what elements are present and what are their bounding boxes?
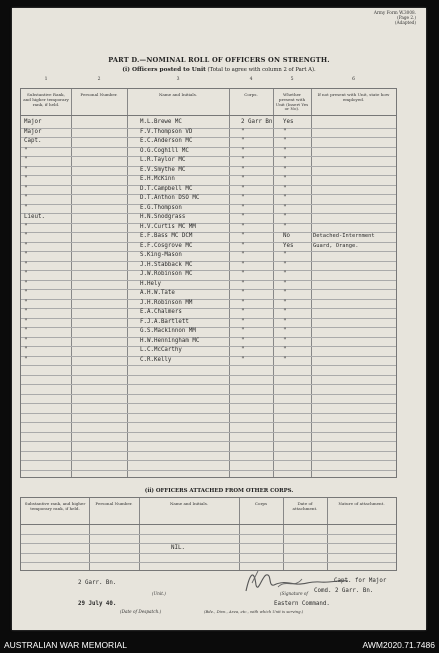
row-rule	[21, 346, 396, 347]
column-number: 3	[176, 77, 180, 82]
row-rule	[21, 194, 396, 195]
row-rule	[21, 185, 396, 186]
present-cell: "	[283, 166, 287, 173]
present-cell: "	[283, 204, 287, 211]
present-cell: "	[283, 347, 287, 353]
row-rule	[21, 327, 396, 328]
rank-cell: Major	[24, 119, 42, 125]
rank-cell: "	[24, 242, 28, 249]
rank-cell: "	[24, 271, 28, 277]
present-cell: "	[283, 337, 287, 344]
row-rule	[21, 223, 396, 224]
corps-cell: "	[241, 242, 245, 249]
rank-cell: "	[24, 233, 28, 239]
row-rule	[21, 384, 396, 385]
present-cell: "	[283, 214, 287, 220]
signature-label: (Signature of	[280, 591, 308, 596]
corps-cell: "	[241, 261, 245, 268]
corps-cell: "	[241, 271, 245, 277]
form-id: Army Form W.3008. (Page 2.) (Adapted)	[373, 10, 416, 25]
rank-cell: "	[24, 261, 28, 268]
present-cell: "	[283, 356, 287, 363]
corps-cell: "	[241, 138, 245, 144]
name-cell: L.C.McCarthy	[140, 347, 182, 353]
name-cell: O.G.Coghill MC	[140, 147, 189, 154]
name-cell: L.R.Taylor MC	[140, 157, 186, 163]
name-cell: E.A.Chalmers	[140, 309, 182, 315]
present-cell: "	[283, 290, 287, 296]
present-cell: "	[283, 261, 287, 268]
row-rule	[21, 432, 396, 433]
present-cell: "	[283, 328, 287, 334]
rank-cell: Major	[24, 128, 42, 135]
section-i-heading: (i) Officers posted to Unit (Total to agree with column 2 of Part A).	[122, 67, 316, 73]
row-rule	[21, 460, 396, 461]
rank-cell: "	[24, 356, 28, 363]
row-rule	[21, 470, 396, 471]
corps-cell: "	[241, 347, 245, 353]
accession-number: AWM2020.71.7486	[362, 640, 435, 650]
corps-cell: "	[241, 128, 245, 135]
row-rule	[21, 422, 396, 423]
column-header: Personal Number.	[95, 501, 133, 506]
rank-cell: "	[24, 347, 28, 353]
column-number: 2	[97, 77, 101, 82]
rank-cell: "	[24, 299, 28, 306]
corps-cell: "	[241, 309, 245, 315]
row-rule	[21, 175, 396, 176]
column-number: 4	[249, 77, 253, 82]
present-cell: "	[283, 309, 287, 315]
row-rule	[21, 356, 396, 357]
present-cell: "	[283, 157, 287, 163]
rank-cell: "	[24, 147, 28, 154]
column-header: Substantive rank, and higher temporary rank, if held.	[24, 501, 86, 511]
name-cell: H.N.Snodgrass	[140, 214, 186, 220]
present-cell: "	[283, 176, 287, 182]
row-rule	[21, 413, 396, 414]
signer-line2: Comd. 2 Garr. Bn.	[314, 588, 374, 594]
command-value: Eastern Command.	[274, 601, 330, 607]
rank-cell: "	[24, 318, 28, 325]
rank-cell: "	[24, 252, 28, 258]
name-cell: E.G.Thompson	[140, 204, 182, 211]
row-rule	[21, 289, 396, 290]
name-cell: J.H.Stabback MC	[140, 261, 193, 268]
rank-cell: "	[24, 195, 28, 201]
rank-cell: Lieut.	[24, 214, 45, 220]
row-rule	[21, 365, 396, 366]
row-rule	[21, 128, 396, 129]
present-cell: "	[283, 299, 287, 306]
name-cell: F.J.A.Bartlett	[140, 318, 189, 325]
row-rule	[21, 280, 396, 281]
row-rule	[21, 137, 396, 138]
name-cell: E.C.Anderson MC	[140, 138, 193, 144]
row-rule	[21, 403, 396, 404]
name-cell: J.W.Robinson MC	[140, 271, 193, 277]
section-ii-title: (ii) OFFICERS ATTACHED FROM OTHER CORPS.	[144, 488, 294, 494]
corps-cell: 2 Garr Bn	[241, 119, 273, 125]
name-cell: J.H.Robinson MM	[140, 299, 193, 306]
name-cell: G.S.Mackinnon MM	[140, 328, 196, 334]
employment-cell: Detached-Internment	[313, 233, 375, 239]
rank-cell: "	[24, 309, 28, 315]
corps-cell: "	[241, 195, 245, 201]
corps-cell: "	[241, 252, 245, 258]
unit-value: 2 Garr. Bn.	[78, 580, 117, 586]
corps-cell: "	[241, 290, 245, 296]
present-cell: "	[283, 252, 287, 258]
present-cell: "	[283, 128, 287, 135]
handwritten-signature	[238, 563, 380, 595]
corps-cell: "	[241, 214, 245, 220]
document-page	[12, 8, 426, 630]
archive-name: AUSTRALIAN WAR MEMORIAL	[4, 640, 127, 650]
name-cell: E.F.Cosgrove MC	[140, 242, 193, 249]
name-cell: C.R.Kelly	[140, 356, 172, 363]
column-header: Whether present with Unit (Insert Yes or No).	[275, 92, 309, 112]
corps-cell: "	[241, 166, 245, 173]
corps-cell: "	[241, 147, 245, 154]
row-rule	[21, 441, 396, 442]
row-rule	[21, 543, 396, 544]
attached-officers-table	[20, 497, 397, 571]
corps-cell: "	[241, 356, 245, 363]
corps-cell: "	[241, 337, 245, 344]
row-rule	[21, 270, 396, 271]
name-cell: D.T.Anthon DSO MC	[140, 195, 200, 201]
rank-cell: "	[24, 223, 28, 230]
despatch-date: 29 July 40.	[78, 601, 117, 607]
nil-entry: NIL.	[171, 545, 185, 551]
row-rule	[21, 299, 396, 300]
name-cell: M.L.Brewe MC	[140, 119, 182, 125]
row-rule	[21, 553, 396, 554]
column-number: 5	[290, 77, 294, 82]
name-cell: S.King-Mason	[140, 252, 182, 258]
row-rule	[21, 156, 396, 157]
command-label: (Bde., Divn., Area, etc., with which Unit is serving.)	[204, 609, 304, 614]
row-rule	[21, 166, 396, 167]
part-title: PART D.—NOMINAL ROLL OF OFFICERS ON STRENGTH.	[108, 56, 330, 64]
row-rule	[21, 261, 396, 262]
present-cell: "	[283, 147, 287, 154]
signer-line1: Capt. for Major	[334, 578, 387, 584]
column-number: 1	[44, 77, 48, 82]
rank-cell: "	[24, 157, 28, 163]
column-header: Corps.	[244, 92, 258, 97]
row-rule	[21, 213, 396, 214]
present-cell: "	[283, 271, 287, 277]
name-cell: H.V.Curtis MC MM	[140, 223, 196, 230]
present-cell: "	[283, 223, 287, 230]
unit-label: (Unit.)	[152, 591, 166, 596]
present-cell: "	[283, 138, 287, 144]
name-cell: D.T.Campbell MC	[140, 185, 193, 192]
row-rule	[21, 318, 396, 319]
rank-cell: "	[24, 290, 28, 296]
rank-cell: "	[24, 185, 28, 192]
corps-cell: "	[241, 176, 245, 182]
corps-cell: "	[241, 280, 245, 287]
name-cell: E.H.McKinn	[140, 176, 175, 182]
archive-caption	[0, 636, 439, 653]
corps-cell: "	[241, 185, 245, 192]
column-header: Nature of attachment.	[338, 501, 385, 506]
officers-table	[20, 77, 397, 478]
column-header: Personal Number.	[80, 92, 118, 97]
row-rule	[21, 451, 396, 452]
column-header: Name and Initials.	[169, 501, 209, 506]
present-cell: "	[283, 318, 287, 325]
column-header: Date of attachment.	[292, 501, 318, 511]
rank-cell: "	[24, 204, 28, 211]
row-rule	[21, 251, 396, 252]
column-header: Substantive Rank, and higher temporary rank, if held.	[23, 92, 69, 107]
corps-cell: "	[241, 299, 245, 306]
row-rule	[21, 147, 396, 148]
present-cell: Yes	[283, 119, 294, 125]
name-cell: H.W.Henningham MC	[140, 337, 200, 344]
name-cell: H.Hely	[140, 280, 161, 287]
corps-cell: "	[241, 328, 245, 334]
corps-cell: "	[241, 157, 245, 163]
rank-cell: Capt.	[24, 138, 42, 144]
present-cell: "	[283, 280, 287, 287]
corps-cell: "	[241, 318, 245, 325]
rank-cell: "	[24, 166, 28, 173]
present-cell: "	[283, 185, 287, 192]
present-cell: Yes	[283, 242, 294, 249]
name-cell: F.V.Thompson VD	[140, 128, 193, 135]
header-rule	[21, 524, 396, 525]
column-number: 6	[352, 77, 355, 82]
name-cell: E.F.Bass MC DCM	[140, 233, 193, 239]
rank-cell: "	[24, 328, 28, 334]
name-cell: E.V.Smythe MC	[140, 166, 186, 173]
corps-cell: "	[241, 233, 245, 239]
row-rule	[21, 337, 396, 338]
row-rule	[21, 394, 396, 395]
corps-cell: "	[241, 204, 245, 211]
row-rule	[21, 204, 396, 205]
date-label: (Date of Despatch.)	[120, 609, 162, 614]
rank-cell: "	[24, 176, 28, 182]
row-rule	[21, 308, 396, 309]
present-cell: "	[283, 195, 287, 201]
column-header: Name and Initials.	[158, 92, 198, 97]
header-rule	[21, 115, 396, 116]
employment-cell: Guard, Orange.	[313, 242, 359, 249]
rank-cell: "	[24, 280, 28, 287]
name-cell: A.H.W.Tate	[140, 290, 175, 296]
row-rule	[21, 534, 396, 535]
present-cell: No	[283, 233, 290, 239]
column-header: If not present with Unit, state how employed.	[317, 92, 390, 102]
corps-cell: "	[241, 223, 245, 230]
column-header: Corps	[254, 501, 268, 506]
row-rule	[21, 375, 396, 376]
rank-cell: "	[24, 337, 28, 344]
